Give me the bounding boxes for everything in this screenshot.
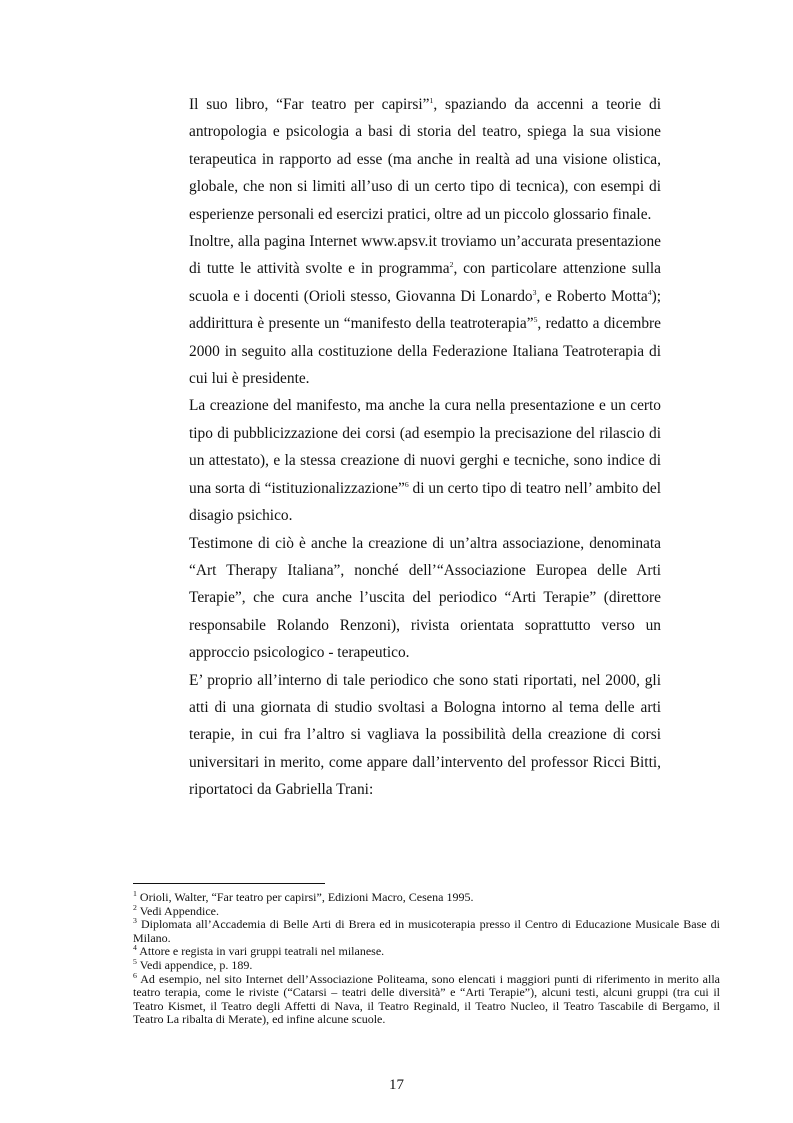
footnote-ref-1[interactable]: 1 bbox=[429, 95, 434, 105]
text-run: di un certo tipo di teatro nell’ ambito del disagio psichico. bbox=[189, 479, 662, 525]
footnote-4 bbox=[133, 945, 720, 959]
text-run: , spaziando da accenni a teorie di antropologia e psicologia a basi di storia del teatro, spiega la sua visione terapeutica in rapporto ad esse (ma anche in realtà ad una visione olistica, globale, che non si limiti all’uso di un certo tipo di tecnica), con esempi di esperienze personali ed esercizi pratici, oltre ad un piccolo glossario finale. bbox=[189, 96, 661, 223]
paragraph-5: E’ proprio all’interno di tale periodico che sono stati riportati, nel 2000, gli atti di una giornata di studio svoltasi a Bologna intorno al tema delle arti terapie, in cui fra l’altro si vagliava la possibilità della creazione di corsi universitari in merito, come appare dall’intervento del professor Ricci Bitti, riportatoci da Gabriella Trani: bbox=[189, 671, 661, 799]
footnote-number: 3 bbox=[133, 916, 137, 926]
paragraph-4: Testimone di ciò è anche la creazione di un’altra associazione, denominata “Art Therapy Italiana”, nonché dell’“Associazione Europea delle Arti Terapie”, che cura anche l’uscita del periodico “Arti Terapie” (direttore responsabile Rolando Renzoni), rivista orientata soprattutto verso un approccio psicologico - terapeutico. bbox=[189, 534, 661, 662]
footnote-1 bbox=[133, 891, 720, 905]
footnote-ref-5[interactable]: 5 bbox=[533, 315, 538, 325]
text-run: Inoltre, alla pagina Internet www.apsv.it troviamo un’accurata presentazione di tutte le attività svolte e in programma bbox=[189, 233, 661, 278]
text-run: La creazione del manifesto, ma anche la cura nella presentazione e un certo tipo di pubblicizzazione dei corsi (ad esempio la precisazione del rilascio di un attestato), e la stessa creazione di nuovi gerghi e tecniche, sono indice di una sorta di “istituzionalizzazione” bbox=[189, 397, 661, 497]
main-text bbox=[189, 91, 661, 804]
footnote-text: Diplomata all’Accademia di Belle Arti di Brera ed in musicoterapia presso il Centro di Educazione Musicale Base di Milano. bbox=[133, 917, 720, 945]
footnote-ref-3[interactable]: 3 bbox=[532, 287, 537, 297]
footnote-ref-6[interactable]: 6 bbox=[404, 479, 409, 489]
footnote-separator bbox=[133, 883, 325, 884]
footnote-3 bbox=[133, 918, 720, 945]
footnote-number: 6 bbox=[133, 970, 137, 980]
footnote-text: Orioli, Walter, “Far teatro per capirsi”, Edizioni Macro, Cesena 1995. bbox=[136, 890, 474, 904]
paragraph-2 bbox=[189, 228, 661, 392]
footnote-text: Vedi Appendice. bbox=[136, 903, 220, 918]
footnote-number: 5 bbox=[133, 956, 137, 966]
footnote-ref-4[interactable]: 4 bbox=[647, 287, 652, 297]
paragraph-3 bbox=[189, 392, 661, 529]
footnote-6 bbox=[133, 970, 720, 1027]
page-number: 17 bbox=[389, 1077, 404, 1093]
text-run: , redatto a dicembre 2000 in seguito alla costituzione della Federazione Italiana Teatroterapia di cui lui è presidente. bbox=[189, 315, 661, 388]
text-run: Il suo libro, “Far teatro per capirsi” bbox=[189, 96, 430, 113]
text-run: , con particolare attenzione sulla scuola e i docenti (Orioli stesso, Giovanna Di Lonardo bbox=[189, 260, 661, 305]
paragraph-1 bbox=[189, 91, 661, 228]
footnote-ref-2[interactable]: 2 bbox=[449, 260, 454, 270]
footnote-number: 4 bbox=[133, 943, 137, 953]
footnote-number: 2 bbox=[133, 902, 137, 912]
footnote-text: Attore e regista in vari gruppi teatrali nel milanese. bbox=[136, 944, 385, 959]
footnote-text: Ad esempio, nel sito Internet dell’Associazione Politeama, sono elencati i maggiori punti di riferimento in merito alla teatro terapia, come le riviste (“Catarsi – teatri delle diversità” e “Arti Terapie”), alcuni testi, alcuni gruppi (tra cui il Teatro Kismet, il Teatro degli Affetti di Nava, il Teatro Reginald, il Teatro Nucleo, il Teatro Tascabile di Bergamo, il Teatro La ribalta di Merate), ed infine alcune scuole. bbox=[133, 971, 720, 1027]
footnote-number: 1 bbox=[133, 889, 137, 898]
footnotes bbox=[133, 891, 720, 1027]
text-run: ); addirittura è presente un “manifesto della teatroterapia” bbox=[189, 287, 661, 333]
footnote-text: Vedi appendice, p. 189. bbox=[136, 957, 253, 972]
footnote-5 bbox=[133, 956, 720, 973]
text-run: , e Roberto Motta bbox=[536, 287, 648, 305]
